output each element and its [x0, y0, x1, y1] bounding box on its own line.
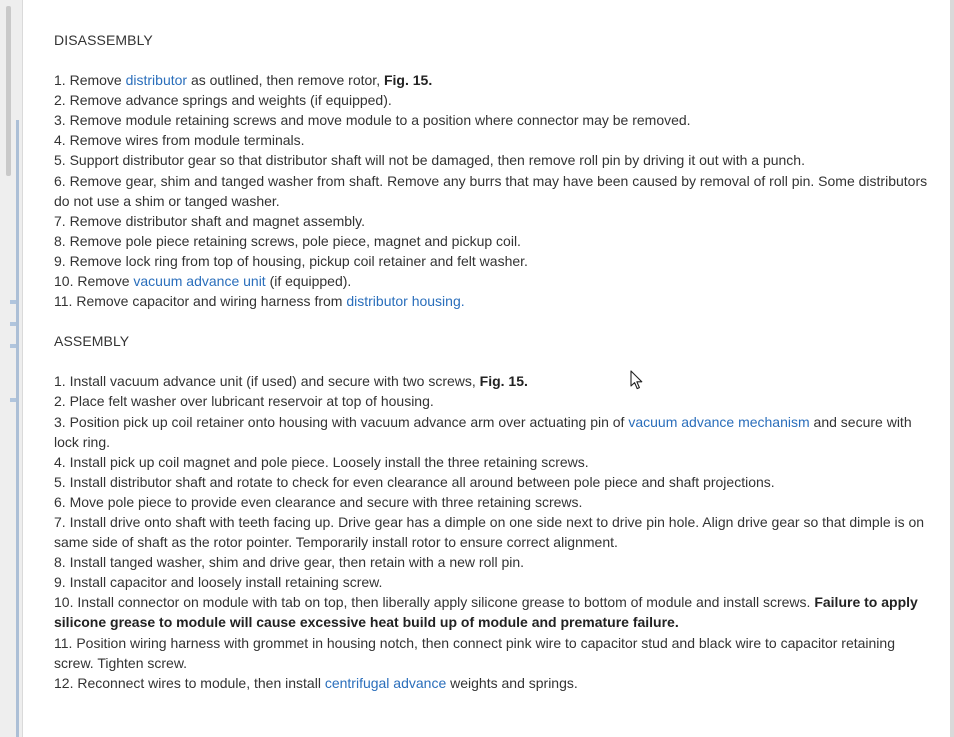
disassembly-step-8 [54, 231, 938, 251]
disassembly-step-9 [54, 251, 938, 271]
step-number: 7. [54, 212, 66, 229]
assembly-step-11 [54, 633, 938, 673]
step-number: 3. [54, 112, 66, 129]
step-text: (if equipped). [265, 273, 352, 290]
step-text: Install distributor shaft and rotate to check for even clearance all around between pole piece and shaft projections. [65, 473, 775, 490]
step-text: Install tanged washer, shim and drive gear, then retain with a new roll pin. [65, 554, 525, 571]
step-number: 10. [54, 273, 74, 290]
step-text: Install capacitor and loosely install retaining screw. [65, 574, 383, 591]
mouse-pointer-icon [630, 370, 644, 390]
step-text: as outlined, then remove rotor, [187, 72, 384, 89]
article-content [54, 30, 938, 693]
left-panel-edge [0, 0, 23, 737]
edge-marker [10, 344, 16, 348]
assembly-step-12 [54, 673, 938, 693]
disassembly-step-3 [54, 110, 938, 130]
step-number: 1. [54, 373, 66, 390]
assembly-step-3 [54, 412, 938, 452]
assembly-step-4 [54, 452, 938, 472]
step-link[interactable]: vacuum advance mechanism [628, 413, 810, 430]
step-text: Position pick up coil retainer onto housing with vacuum advance arm over actuating pin of [65, 413, 629, 430]
step-number: 10. [54, 594, 74, 611]
step-text: Remove capacitor and wiring harness from [72, 293, 347, 310]
disassembly-step-5 [54, 150, 938, 170]
disassembly-step-10 [54, 271, 938, 291]
edge-marker [10, 322, 16, 326]
disassembly-step-1 [54, 70, 938, 90]
step-text: Install drive onto shaft with teeth facing up. Drive gear has a dimple on one side next to drive pin hole. Align drive gear so that dimple is on same side of shaft as the rotor pointer. Temporarily install rotor to ensure correct alignment. [54, 513, 925, 551]
step-number: 2. [54, 393, 66, 410]
step-number: 11. [54, 634, 73, 651]
step-text: Remove [65, 72, 126, 89]
section-heading-assembly: ASSEMBLY [54, 333, 130, 350]
assembly-step-7 [54, 512, 938, 552]
step-number: 8. [54, 232, 66, 249]
right-scrollbar-track[interactable] [950, 0, 954, 737]
step-link[interactable]: distributor [125, 72, 188, 89]
disassembly-step-2 [54, 90, 938, 110]
assembly-steps [54, 371, 938, 693]
disassembly-step-4 [54, 130, 938, 150]
assembly-step-6 [54, 492, 938, 512]
step-number: 3. [54, 413, 66, 430]
step-text: Install pick up coil magnet and pole piece. Loosely install the three retaining screws. [65, 453, 589, 470]
step-number: 1. [54, 72, 66, 89]
step-text: Remove [73, 273, 134, 290]
step-text: Remove pole piece retaining screws, pole piece, magnet and pickup coil. [65, 232, 521, 249]
step-number: 12. [54, 674, 74, 691]
step-text: Remove gear, shim and tanged washer from shaft. Remove any burrs that may have been caused by removal of roll pin. Some distributors do not use a shim or tanged washer. [54, 172, 928, 209]
section-heading-disassembly: DISASSEMBLY [54, 32, 153, 48]
step-number: 5. [54, 473, 66, 490]
assembly-step-9 [54, 572, 938, 592]
step-text: Place felt washer over lubricant reservoir at top of housing. [65, 393, 434, 410]
step-text: Remove module retaining screws and move module to a position where connector may be removed. [65, 112, 691, 129]
step-text: Remove lock ring from top of housing, pickup coil retainer and felt washer. [65, 252, 528, 269]
disassembly-steps [54, 70, 938, 311]
edge-marker [10, 398, 16, 402]
step-text: Support distributor gear so that distributor shaft will not be damaged, then remove roll pin by driving it out with a punch. [65, 152, 805, 169]
step-text: weights and springs. [446, 674, 578, 691]
step-number: 2. [54, 92, 66, 109]
step-text: Move pole piece to provide even clearance and secure with three retaining screws. [65, 493, 583, 510]
step-number: 4. [54, 132, 66, 149]
step-text: and secure with lock ring. [54, 413, 912, 450]
step-emphasis: Failure to apply silicone grease to module will cause excessive heat build up of module and premature failure. [54, 594, 918, 631]
step-text: Install connector on module with tab on top, then liberally apply silicone grease to bottom of module and install screws. [73, 594, 815, 611]
step-text: Remove wires from module terminals. [65, 132, 305, 149]
step-number: 7. [54, 513, 66, 530]
step-number: 4. [54, 453, 66, 470]
scrollbar-thumb[interactable] [6, 6, 11, 176]
step-text: Remove advance springs and weights (if equipped). [65, 92, 392, 109]
step-number: 8. [54, 554, 66, 571]
step-emphasis: Fig. 15. [383, 72, 433, 89]
assembly-step-8 [54, 552, 938, 572]
step-number: 9. [54, 574, 66, 591]
step-link[interactable]: vacuum advance unit [133, 273, 266, 290]
step-text: Remove distributor shaft and magnet assembly. [65, 212, 366, 229]
step-link[interactable]: distributor housing. [346, 293, 465, 310]
step-number: 6. [54, 172, 66, 189]
step-text: Reconnect wires to module, then install [73, 674, 325, 691]
panel-border [16, 120, 19, 737]
edge-marker [10, 300, 16, 304]
disassembly-step-7 [54, 211, 938, 231]
step-text: Install vacuum advance unit (if used) and secure with two screws, [65, 373, 480, 390]
assembly-step-10 [54, 592, 938, 632]
assembly-step-2 [54, 391, 938, 411]
disassembly-step-11 [54, 291, 938, 311]
step-emphasis: Fig. 15. [479, 373, 528, 390]
step-link[interactable]: centrifugal advance [324, 674, 447, 691]
step-number: 11. [54, 293, 73, 310]
step-number: 9. [54, 252, 66, 269]
assembly-step-5 [54, 472, 938, 492]
step-text: Position wiring harness with grommet in housing notch, then connect pink wire to capacitor stud and black wire to capacitor retaining screw. Tighten screw. [54, 634, 895, 671]
step-number: 5. [54, 152, 66, 169]
assembly-step-1 [54, 371, 938, 391]
disassembly-step-6 [54, 171, 938, 211]
step-number: 6. [54, 493, 66, 510]
